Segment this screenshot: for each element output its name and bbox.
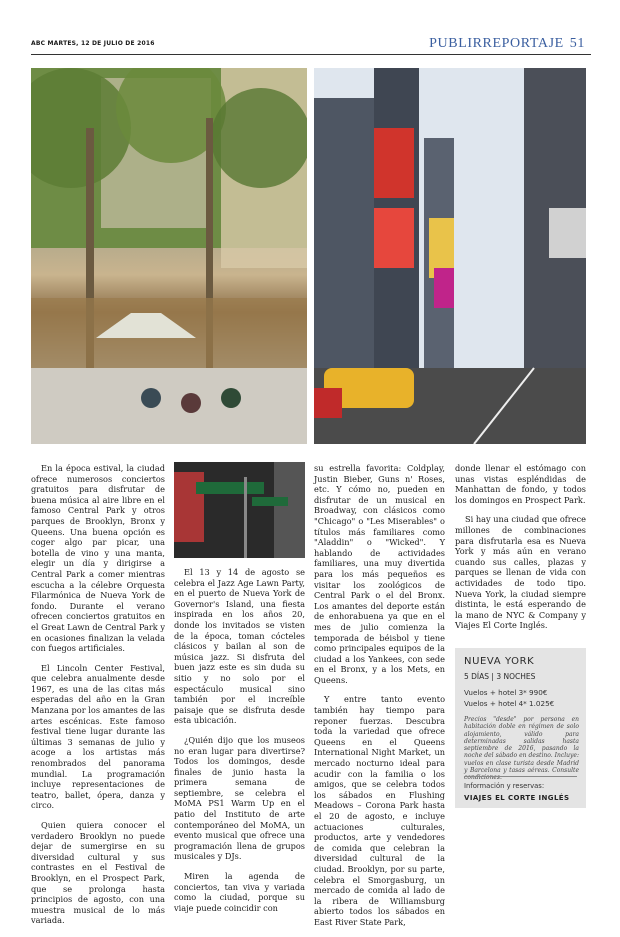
paragraph: ¿Quién dijo que los museos no eran lugar para divertirse? Todos los domingos, desde finales de junio hasta la primera semana de septiembre, se celebra el MoMA PS1 Warm Up en el patio del Instituto de arte contemporáneo del MoMA, un evento musical que ofrece una programación llena de grupos musicales y DJs. <box>174 734 305 862</box>
paragraph: Si hay una ciudad que ofrece millones de combinaciones para disfrutarla esa es Nueva York y más aún en verano cuando sus calles, plazas y parques se llenan de vida con actividades de todo tipo. Nueva York, la ciudad siempre distinta, le está esperando de la mano de NYC & Company y Viajes El Corte Inglés. <box>455 514 586 631</box>
offer-conditions: Precios "desde" por persona en habitación doble en régimen de solo alojamiento, válido para determinadas salidas hasta septiembre de 2016, pasando la noche del sábado en destino. Incluye: vuelos en clase turista desde Madrid y Barcelona y tasas aéreas. Consulte condiciones. <box>464 716 579 782</box>
article-column-1 <box>31 463 165 935</box>
agency-name: VIAJES EL CORTE INGLÉS <box>464 794 570 802</box>
times-square-photo <box>314 68 586 444</box>
offer-price-3-star: Vuelos + hotel 3* 990€ <box>464 688 548 697</box>
park-photo <box>31 68 307 444</box>
paragraph: Miren la agenda de conciertos, tan viva y variada como la ciudad, porque su viaje puede coincidir con <box>174 871 305 913</box>
article-column-3 <box>314 463 445 937</box>
times-square-scene <box>314 68 586 444</box>
travel-offer-box <box>455 648 586 808</box>
broadway-photo <box>174 462 305 558</box>
paragraph: Quien quiera conocer el verdadero Brooklyn no puede dejar de sumergirse en su diversidad cultural y sus contrastes en el Festival de Brooklyn, en el Prospect Park, que se prolonga hasta principios de agosto, con una muestra musical de lo más variada. <box>31 820 165 926</box>
offer-city: NUEVA YORK <box>464 656 535 667</box>
page-header <box>31 36 591 52</box>
header-rule <box>31 54 591 55</box>
offer-divider <box>464 776 577 777</box>
article-column-4 <box>455 463 586 640</box>
page-number: 51 <box>569 36 585 51</box>
paragraph: Y entre tanto evento también hay tiempo para reponer fuerzas. Descubra toda la variedad que ofrece Queens en el Queens International Night Market, un mercado nocturno ideal para acudir con la familia o los amigos, que se celebra todos los sábados en Flushing Meadows – Corona Park hasta el 20 de agosto, e incluye actuaciones culturales, productos, arte y vendedores de comida que celebran la diversidad cultural de la ciudad. Brooklyn, por su parte, celebra el Smorgasburg, un mercado de comida al lado de la ribera de Williamsburg abierto todos los sábados en East River State Park, <box>314 694 445 927</box>
section-label: PUBLIRREPORTAJE <box>429 36 564 51</box>
offer-price-4-star: Vuelos + hotel 4* 1.025€ <box>464 699 555 708</box>
paragraph: su estrella favorita: Coldplay, Justin Bieber, Guns n' Roses, etc. Y cómo no, pueden en disfrutar de un musical en Broadway, con clásicos como "Chicago" o "Les Miserables" o títulos más familiares como "Aladdin" o "Wicked". Y hablando de actividades familiares, una muy divertida para los más pequeños es visitar los zoológicos de Central Park o el del Bronx. Los amantes del deporte están de enhorabuena ya que en el mes de julio comienza la temporada de béisbol y tiene como principales equipos de la ciudad a los Yankees, con sede en el Bronx, y a los Mets, en Queens. <box>314 463 445 685</box>
broadway-scene <box>174 462 305 558</box>
booking-info-label: Información y reservas: <box>464 782 545 790</box>
masthead-date: ABC MARTES, 12 DE JULIO DE 2016 <box>31 40 155 47</box>
paragraph: El Lincoln Center Festival, que celebra anualmente desde 1967, es una de las citas más esperadas del año en la Gran Manzana por los amantes de las artes escénicas. Este famoso festival tiene lugar durante las últimas 3 semanas de julio y acoge a los artistas más renombrados del panorama mundial. La programación incluye representaciones de teatro, ballet, ópera, danza y circo. <box>31 662 165 811</box>
park-scene <box>31 68 307 444</box>
article-column-2 <box>174 567 305 922</box>
paragraph: En la época estival, la ciudad ofrece numerosos conciertos gratuitos para disfrutar de buena música al aire libre en el famoso Central Park y otros parques de Brooklyn, Bronx y Queens. Una buena opción es coger algo par picar, una botella de vino y una manta, elegir un día y dirigirse a Central Park a comer mientras escucha a la célebre Orquesta Filarmónica de Nueva York de fondo. Durante el verano ofrecen conciertos gratuitos en el Great Lawn de Central Park y en ocasiones finalizan la velada con fuegos artificiales. <box>31 463 165 654</box>
offer-duration: 5 DÍAS | 3 NOCHES <box>464 672 536 681</box>
paragraph: El 13 y 14 de agosto se celebra el Jazz Age Lawn Party, en el puerto de Nueva York de Governor's Island, una fiesta inspirada en los años 20, donde los invitados se visten de la época, toman cócteles clásicos y bailan al son de música jazz. Si disfruta del buen jazz este es sin duda su sitio y no solo por el espectáculo musical sino también por el increíble paisaje que se disfruta desde esta ubicación. <box>174 567 305 726</box>
paragraph: donde llenar el estómago con unas vistas espléndidas de Manhattan de fondo, y todos los domingos en Prospect Park. <box>455 463 586 505</box>
section-title <box>429 36 585 52</box>
